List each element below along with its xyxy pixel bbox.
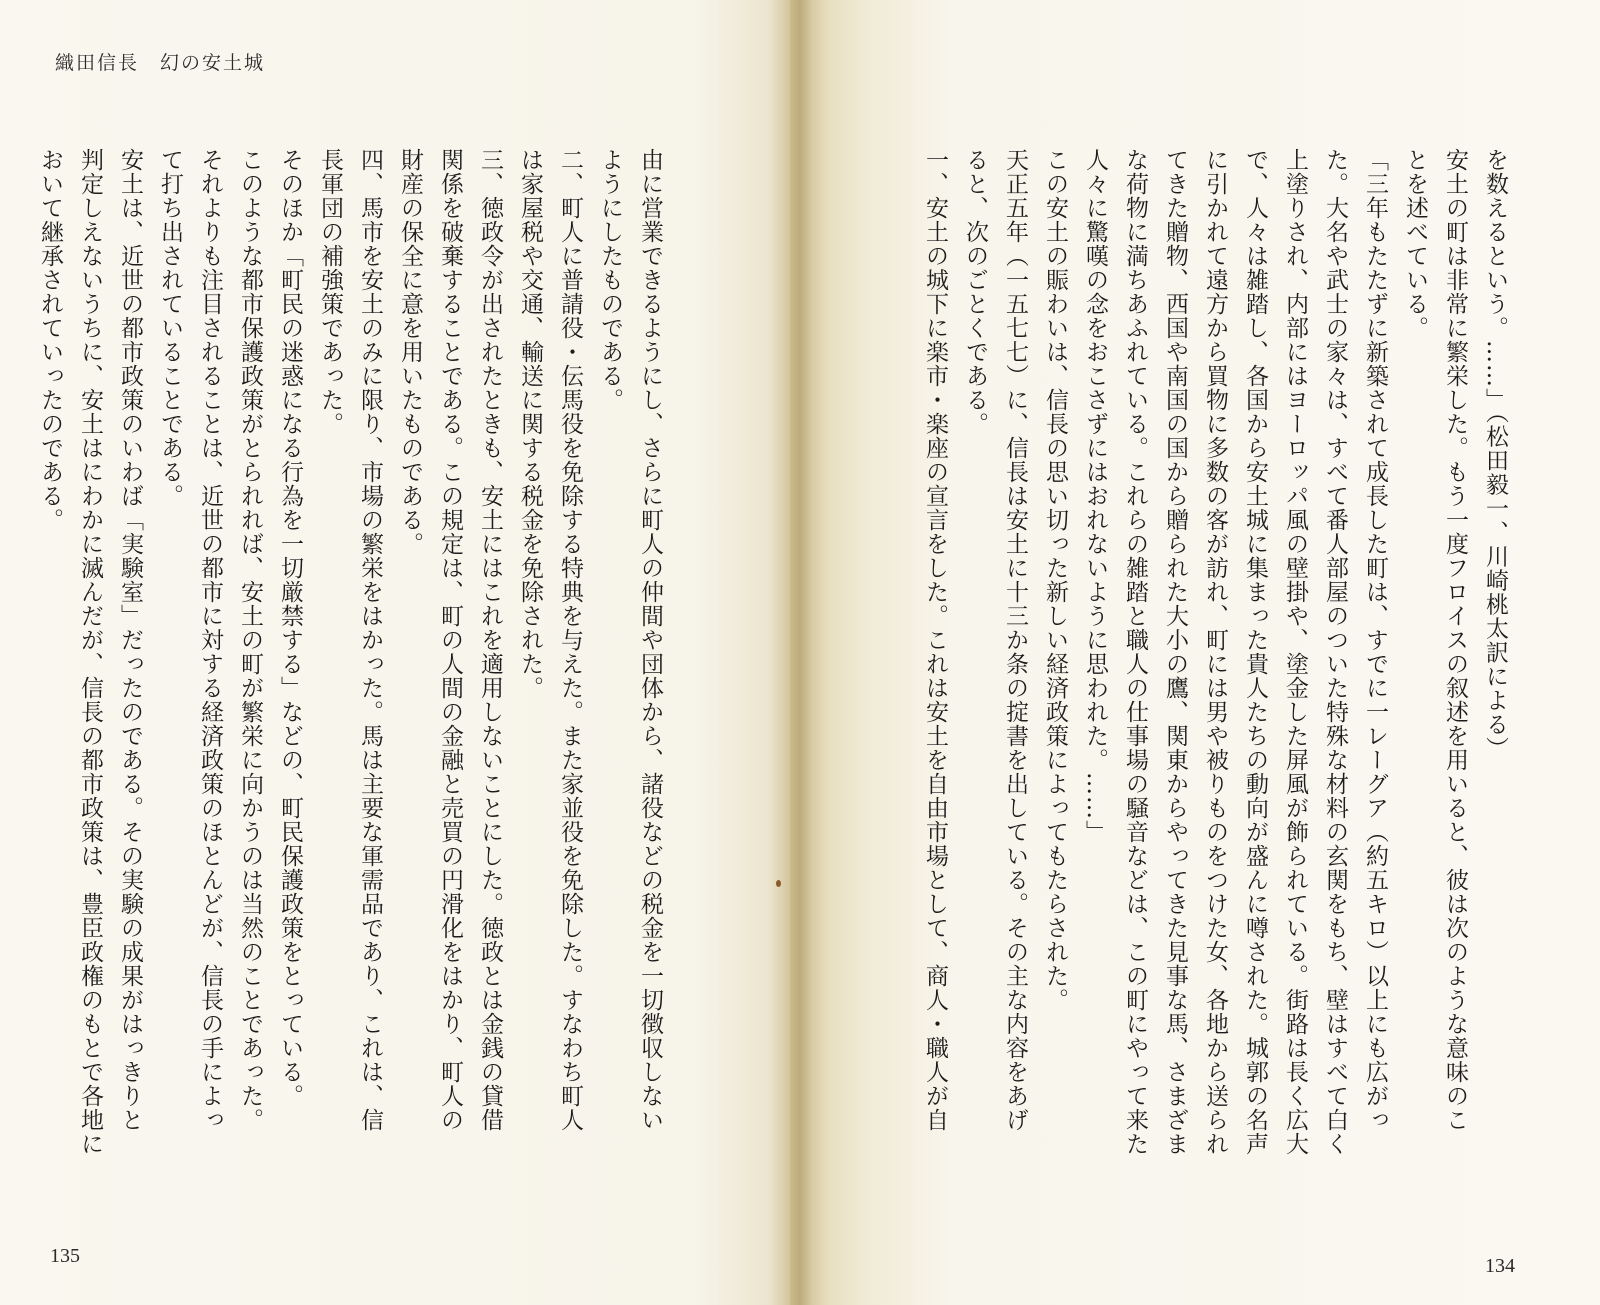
text-column: この安土の賑わいは、信長の思い切った新しい経済政策によってもたらされた。 [1042,148,1068,1012]
text-column: とを述べている。 [1402,148,1428,340]
text-column: 三、徳政令が出されたときも、安土にはこれを適用しないことにした。徳政とは金銭の貸借 [477,148,503,1132]
text-column: で、人々は雑踏し、各国から安土城に集まった貴人たちの動向が盛んに噂された。城郭の名声 [1242,148,1268,1156]
text-column: 関係を破棄することである。この規定は、町の人間の金融と売買の円滑化をはかり、町人の [437,148,463,1132]
page-number-right: 134 [1485,1255,1515,1277]
text-column: それよりも注目されることは、近世の都市に対する経済政策のほとんどが、信長の手によっ [197,148,223,1132]
text-column: このような都市保護政策がとられれば、安土の町が繁栄に向かうのは当然のことであった。 [237,148,263,1132]
text-column: 「三年もたたずに新築されて成長した町は、すでに一レーグア（約五キロ）以上にも広がっ [1362,148,1388,1132]
text-column: 天正五年（一五七七）に、信長は安土に十三か条の掟書を出している。その主な内容をあげ [1002,148,1028,1132]
book-gutter [770,0,830,1305]
text-column: 由に営業できるようにし、さらに町人の仲間や団体から、諸役などの税金を一切徴収しない [637,148,663,1132]
text-column: てきた贈物、西国や南国の国から贈られた大小の鷹、関東からやってきた見事な馬、さまざま [1162,148,1188,1156]
text-column: 判定しえないうちに、安土はにわかに滅んだが、信長の都市政策は、豊臣政権のもとで各地に [77,148,103,1156]
text-column: た。大名や武士の家々は、すべて番人部屋のついた特殊な材料の玄関をもち、壁はすべて白く [1322,148,1348,1156]
text-column: おいて継承されていったのである。 [37,148,63,532]
right-page-text [885,148,1515,1218]
page-number-left: 135 [50,1245,80,1267]
paper-speck [776,880,781,887]
text-column: て打ち出されていることである。 [157,148,183,508]
text-column: に引かれて遠方から買物に多数の客が訪れ、町には男や被りものをつけた女、各地から送られ [1202,148,1228,1156]
text-column: 安土は、近世の都市政策のいわば「実験室」だったのである。その実験の成果がはっきりと [117,148,143,1132]
running-head: 織田信長 幻の安土城 [55,52,266,74]
text-column: 人々に驚嘆の念をおこさずにはおれないように思われた。……」 [1082,148,1108,844]
left-page-text [37,148,670,1208]
left-page [0,0,790,1305]
text-column: 上塗りされ、内部にはヨーロッパ風の壁掛や、塗金した屏風が飾られている。街路は長く広大 [1282,148,1308,1156]
text-column: そのほか「町民の迷惑になる行為を一切厳禁する」などの、町民保護政策をとっている。 [277,148,303,1108]
text-column: 安土の町は非常に繁栄した。もう一度フロイスの叙述を用いると、彼は次のような意味のこ [1442,148,1468,1132]
text-column: な荷物に満ちあふれている。これらの雑踏と職人の仕事場の騒音などは、この町にやって来た [1122,148,1148,1156]
text-column: 財産の保全に意を用いたものである。 [397,148,423,556]
text-column: 長軍団の補強策であった。 [317,148,343,436]
text-column: 一、安土の城下に楽市・楽座の宣言をした。これは安土を自由市場として、商人・職人が自 [922,148,948,1132]
text-column: 二、町人に普請役・伝馬役を免除する特典を与えた。また家並役を免除した。すなわち町人 [557,148,583,1132]
text-column: ると、次のごとくである。 [962,148,988,436]
text-column: ようにしたものである。 [597,148,623,412]
text-column: は家屋税や交通、輸送に関する税金を免除された。 [517,148,543,700]
text-column: 四、馬市を安土のみに限り、市場の繁栄をはかった。馬は主要な軍需品であり、これは、信 [357,148,383,1132]
text-column: を数えるという。……」（松田毅一、川崎桃太訳による） [1482,148,1508,761]
